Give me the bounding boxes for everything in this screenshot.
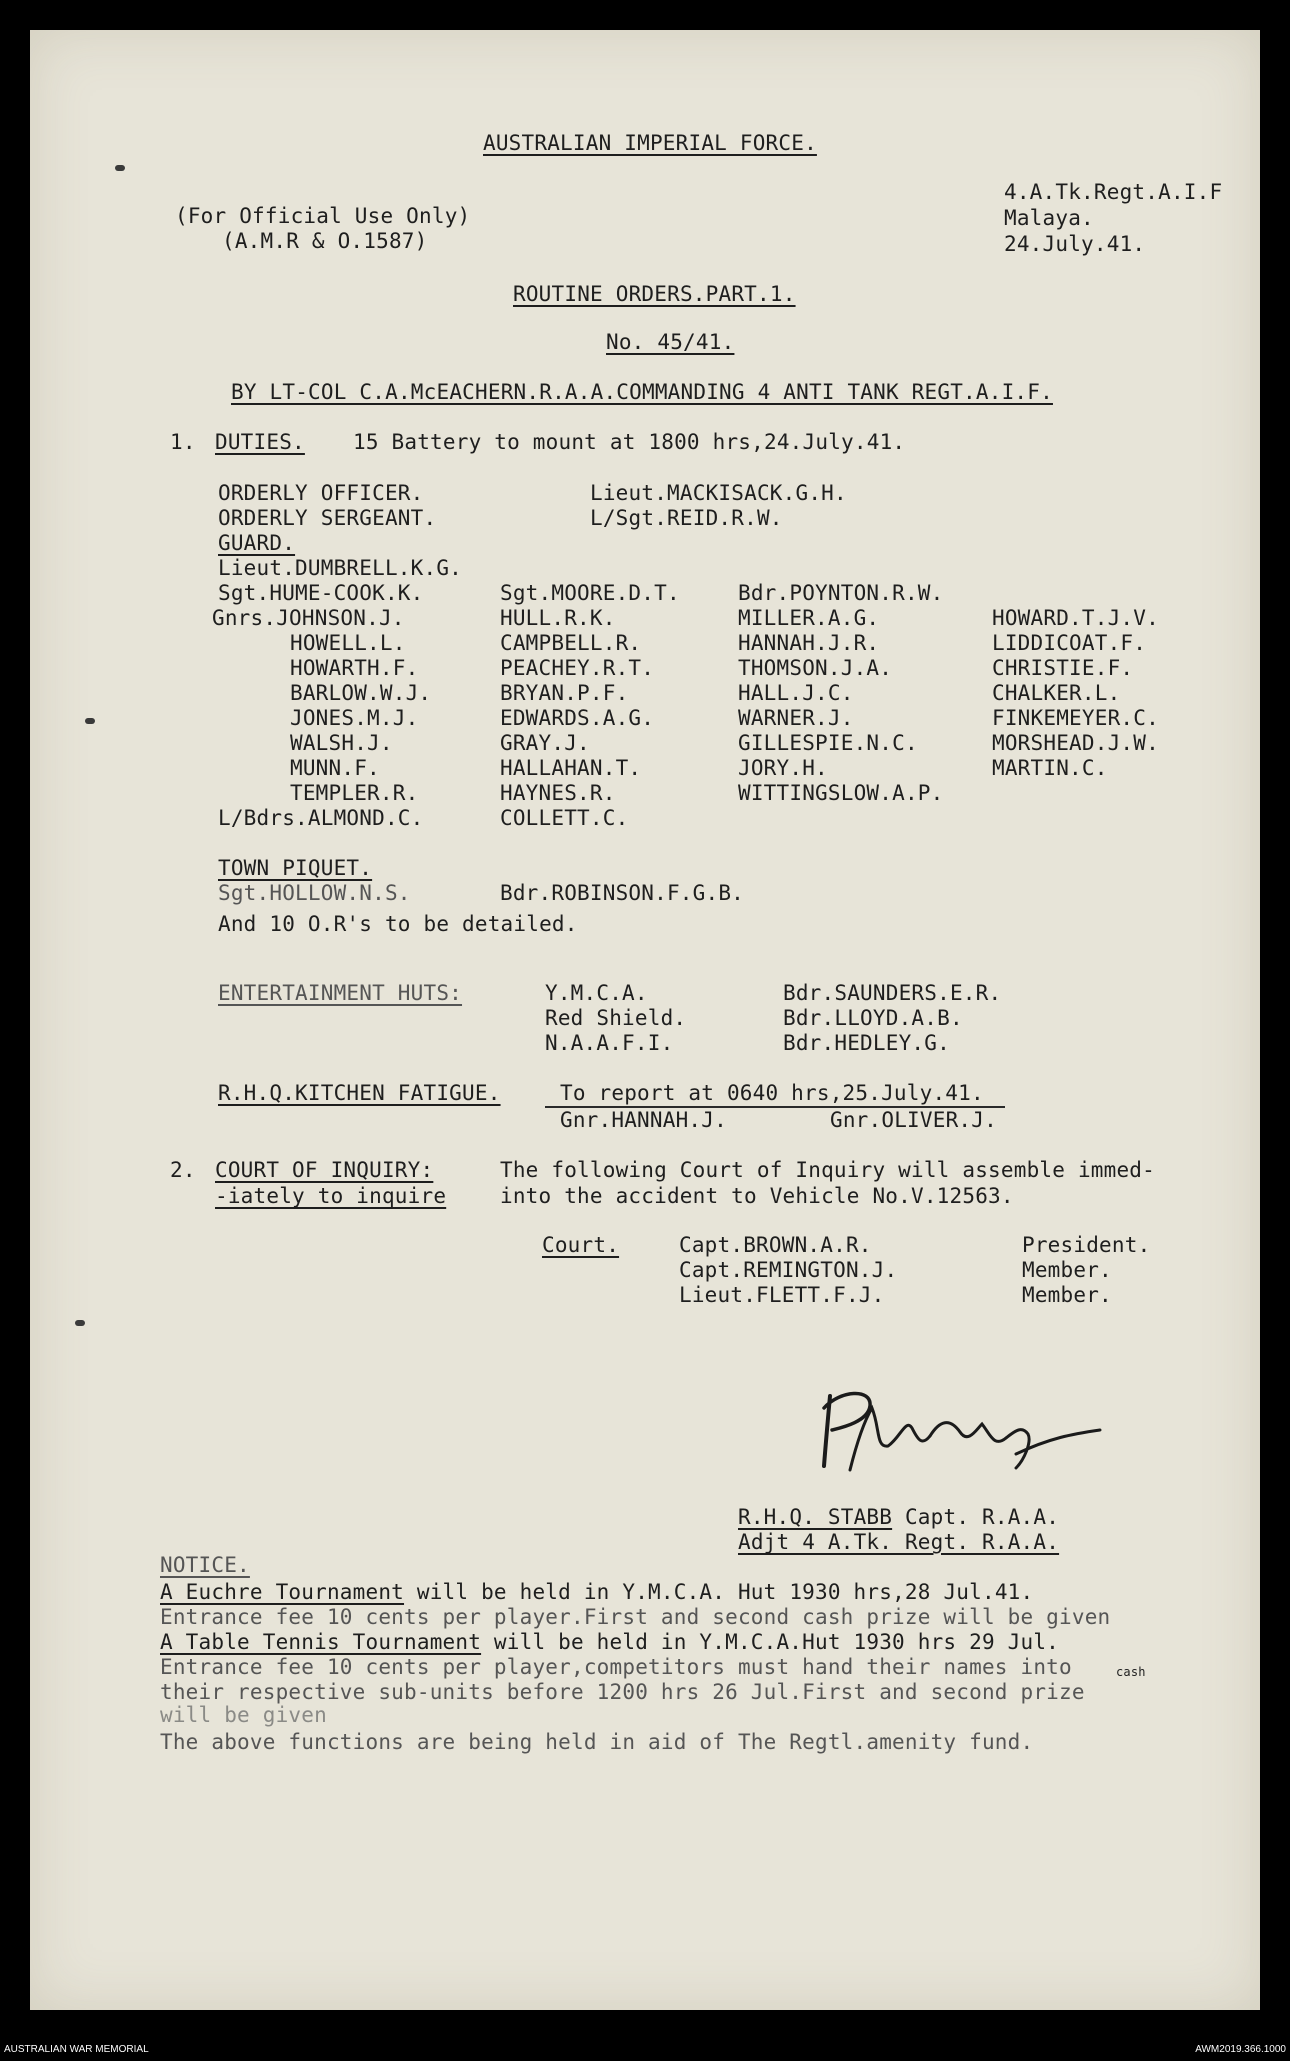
guard-name: EDWARDS.A.G. bbox=[500, 706, 655, 730]
notice-line: The above functions are being held in aid of The Regtl.amenity fund. bbox=[160, 1730, 1034, 1754]
staple-mark bbox=[115, 165, 125, 171]
guard-name: GILLESPIE.N.C. bbox=[738, 731, 918, 755]
hut-name: N.A.A.F.I. bbox=[545, 1031, 674, 1055]
town-piquet-note: And 10 O.R's to be detailed. bbox=[218, 912, 578, 936]
guard-name: HALL.J.C. bbox=[738, 681, 854, 705]
guard-name: BARLOW.W.J. bbox=[290, 681, 432, 705]
signatory-appointment: Adjt 4 A.Tk. Regt. R.A.A. bbox=[738, 1530, 1060, 1554]
guard-name: WITTINGSLOW.A.P. bbox=[738, 781, 944, 805]
notice-line: Entrance fee 10 cents per player.First and second cash prize will be given bbox=[160, 1605, 1111, 1629]
guard-name: MARTIN.C. bbox=[992, 756, 1108, 780]
guard-name: TEMPLER.R. bbox=[290, 781, 419, 805]
staple-mark bbox=[75, 1320, 85, 1326]
inquiry-text-underlined: -iately to inquire bbox=[215, 1184, 447, 1208]
official-use-line: (For Official Use Only) bbox=[175, 204, 471, 228]
kitchen-gnr: Gnr.HANNAH.J. bbox=[560, 1108, 727, 1132]
guard-name: Sgt.MOORE.D.T. bbox=[500, 581, 680, 605]
hut-bdr: Bdr.HEDLEY.G. bbox=[783, 1031, 950, 1055]
court-role: President. bbox=[1022, 1233, 1151, 1257]
guard-name: JONES.M.J. bbox=[290, 706, 419, 730]
duties-heading: DUTIES. bbox=[215, 430, 305, 454]
guard-name: Gnrs.JOHNSON.J. bbox=[212, 606, 405, 630]
orders-title: ROUTINE ORDERS.PART.1. bbox=[513, 282, 796, 306]
inquiry-text: into the accident to Vehicle No.V.12563. bbox=[500, 1184, 1014, 1208]
document-title: AUSTRALIAN IMPERIAL FORCE. bbox=[483, 131, 817, 155]
guard-name: LIDDICOAT.F. bbox=[992, 631, 1147, 655]
notice-line: their respective sub-units before 1200 hrs 26 Jul.First and second prize bbox=[160, 1680, 1085, 1704]
guard-name: WALSH.J. bbox=[290, 731, 393, 755]
notice-text: will be held in Y.M.C.A.Hut 1930 hrs 29 Jul. bbox=[493, 1630, 1060, 1654]
guard-name: CAMPBELL.R. bbox=[500, 631, 642, 655]
section-number: 2. bbox=[170, 1158, 196, 1182]
guard-name: BRYAN.P.F. bbox=[500, 681, 629, 705]
amr-line: (A.M.R & O.1587) bbox=[222, 229, 428, 253]
notice-underlined: A Table Tennis Tournament bbox=[160, 1630, 482, 1654]
notice-label: NOTICE. bbox=[160, 1553, 250, 1577]
town-piquet-sgt: Sgt.HOLLOW.N.S. bbox=[218, 881, 411, 905]
court-member: Lieut.FLETT.F.J. bbox=[679, 1283, 885, 1307]
underline-rule bbox=[545, 1106, 1005, 1108]
date-line: 24.July.41. bbox=[1004, 232, 1146, 256]
guard-name: HANNAH.J.R. bbox=[738, 631, 880, 655]
court-label: Court. bbox=[542, 1233, 620, 1257]
guard-name: GRAY.J. bbox=[500, 731, 590, 755]
orders-number: No. 45/41. bbox=[606, 330, 735, 354]
notice-line: Entrance fee 10 cents per player,competitors must hand their names into bbox=[160, 1655, 1072, 1679]
signatory-name-text: R.H.Q. STABB bbox=[738, 1505, 893, 1529]
signatory-rank: Capt. R.A.A. bbox=[904, 1505, 1060, 1529]
hut-name: Y.M.C.A. bbox=[545, 981, 648, 1005]
guard-name: MUNN.F. bbox=[290, 756, 380, 780]
guard-officer: Lieut.DUMBRELL.K.G. bbox=[218, 556, 463, 580]
guard-name: Sgt.HUME-COOK.K. bbox=[218, 581, 424, 605]
guard-name: HOWARD.T.J.V. bbox=[992, 606, 1159, 630]
notice-line: will be given bbox=[160, 1703, 327, 1727]
entertainment-huts-label: ENTERTAINMENT HUTS: bbox=[218, 981, 463, 1005]
guard-name: HAYNES.R. bbox=[500, 781, 616, 805]
guard-name: THOMSON.J.A. bbox=[738, 656, 893, 680]
guard-label: GUARD. bbox=[218, 531, 296, 555]
court-role: Member. bbox=[1022, 1258, 1112, 1282]
guard-name: FINKEMEYER.C. bbox=[992, 706, 1159, 730]
court-member: Capt.BROWN.A.R. bbox=[679, 1233, 872, 1257]
kitchen-fatigue-label: R.H.Q.KITCHEN FATIGUE. bbox=[218, 1081, 501, 1105]
court-role: Member. bbox=[1022, 1283, 1112, 1307]
notice-underlined: A Euchre Tournament bbox=[160, 1580, 405, 1604]
handwritten-signature bbox=[810, 1378, 1120, 1488]
guard-name: HULL.R.K. bbox=[500, 606, 616, 630]
guard-name: PEACHEY.R.T. bbox=[500, 656, 655, 680]
hut-name: Red Shield. bbox=[545, 1006, 687, 1030]
kitchen-text: To report at 0640 hrs,25.July.41. bbox=[560, 1081, 984, 1105]
notice-line bbox=[160, 1630, 1059, 1654]
by-line: BY LT-COL C.A.McEACHERN.R.A.A.COMMANDING 4 ANTI TANK REGT.A.I.F. bbox=[231, 380, 1053, 404]
guard-name: CHALKER.L. bbox=[992, 681, 1121, 705]
guard-name: HALLAHAN.T. bbox=[500, 756, 642, 780]
guard-name: JORY.H. bbox=[738, 756, 828, 780]
handwritten-insert: cash bbox=[1116, 1665, 1146, 1679]
guard-name: CHRISTIE.F. bbox=[992, 656, 1134, 680]
guard-name: MORSHEAD.J.W. bbox=[992, 731, 1159, 755]
kitchen-gnr: Gnr.OLIVER.J. bbox=[830, 1108, 997, 1132]
place-line: Malaya. bbox=[1004, 206, 1094, 230]
guard-name: COLLETT.C. bbox=[500, 806, 629, 830]
town-piquet-label: TOWN PIQUET. bbox=[218, 856, 373, 880]
guard-name: HOWARTH.F. bbox=[290, 656, 419, 680]
notice-line bbox=[160, 1580, 1033, 1604]
footer-accession: AWM2019.366.1000 bbox=[1195, 2044, 1286, 2055]
duties-text: 15 Battery to mount at 1800 hrs,24.July.41. bbox=[353, 430, 906, 454]
guard-name: L/Bdrs.ALMOND.C. bbox=[218, 806, 424, 830]
signatory-name bbox=[738, 1505, 1059, 1529]
orderly-sergeant-label: ORDERLY SERGEANT. bbox=[218, 506, 437, 530]
town-piquet-bdr: Bdr.ROBINSON.F.G.B. bbox=[500, 881, 745, 905]
guard-name: HOWELL.L. bbox=[290, 631, 406, 655]
guard-name: MILLER.A.G. bbox=[738, 606, 880, 630]
notice-text: will be held in Y.M.C.A. Hut 1930 hrs,28 Jul.41. bbox=[416, 1580, 1034, 1604]
section-number: 1. bbox=[170, 430, 196, 454]
unit-line: 4.A.Tk.Regt.A.I.F bbox=[1004, 180, 1223, 204]
inquiry-heading: COURT OF INQUIRY: bbox=[215, 1158, 434, 1182]
guard-name: Bdr.POYNTON.R.W. bbox=[738, 581, 944, 605]
orderly-sergeant: L/Sgt.REID.R.W. bbox=[590, 506, 783, 530]
hut-bdr: Bdr.LLOYD.A.B. bbox=[783, 1006, 963, 1030]
orderly-officer: Lieut.MACKISACK.G.H. bbox=[590, 481, 847, 505]
inquiry-text: The following Court of Inquiry will assemble immed- bbox=[500, 1158, 1155, 1182]
guard-name: WARNER.J. bbox=[738, 706, 854, 730]
orderly-officer-label: ORDERLY OFFICER. bbox=[218, 481, 424, 505]
court-member: Capt.REMINGTON.J. bbox=[679, 1258, 898, 1282]
footer-credit: AUSTRALIAN WAR MEMORIAL bbox=[4, 2044, 149, 2055]
staple-mark bbox=[85, 718, 95, 724]
hut-bdr: Bdr.SAUNDERS.E.R. bbox=[783, 981, 1002, 1005]
